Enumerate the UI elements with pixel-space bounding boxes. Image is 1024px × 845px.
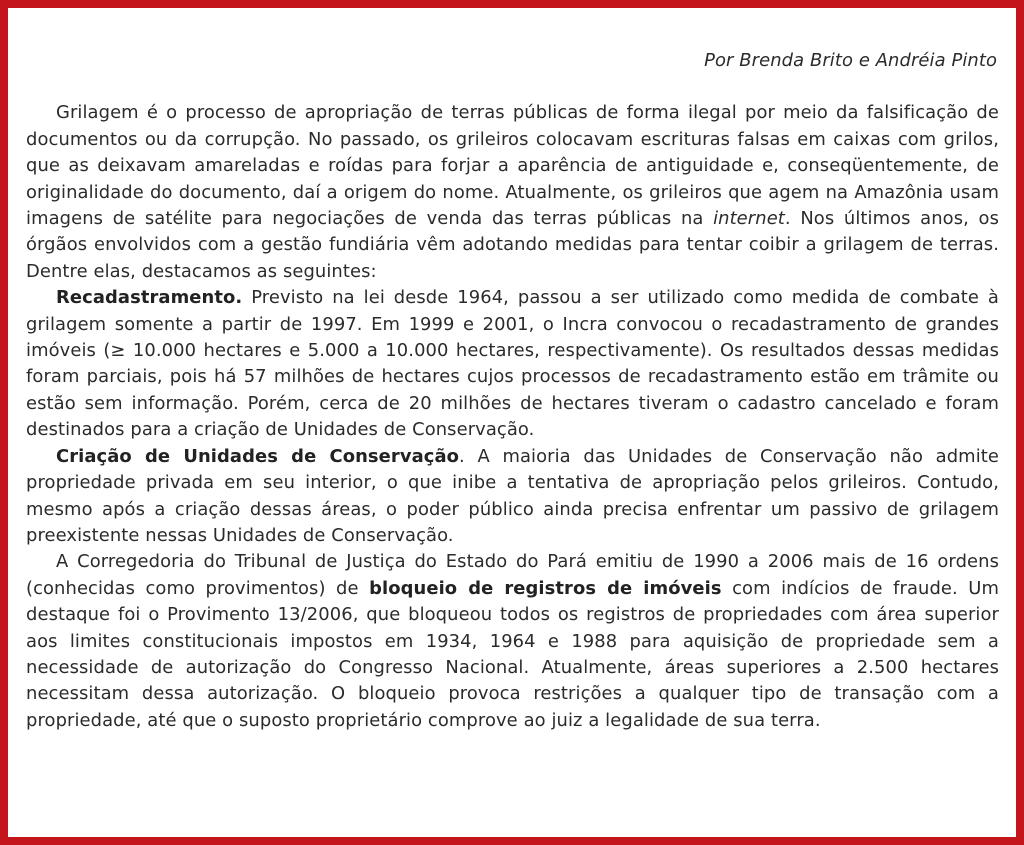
paragraph-recadastramento [26, 285, 999, 443]
paragraph-recadastramento-term: Recadastramento. [56, 287, 243, 309]
article-body [26, 48, 999, 734]
paragraph-recadastramento-text: Previsto na lei desde 1964, passou a ser utilizado como medida de combate à grilagem somente a partir de 1997. Em 1999 e 2001, o Incra convocou o recadastramento de grandes imóveis (≥ 10.000 hectares e 5.000 a 10.000 hectares, respectivamente). Os resultados dessas medidas foram parciais, pois há 57 milhões de hectares cujos processos de recadastramento estão em trâmite ou estão sem informação. Porém, cerca de 20 milhões de hectares tiveram o cadastro cancelado e foram destinados para a criação de Unidades de Conservação. [26, 287, 999, 441]
paragraph-unidades-conservacao-term: Criação de Unidades de Conservação [56, 445, 460, 467]
paragraph-intro [26, 100, 999, 285]
paragraph-corregedoria-strong: bloqueio de registros de imóveis [369, 577, 722, 599]
paragraph-unidades-conservacao-text: . A maioria das Unidades de Conservação não admite propriedade privada em seu interior, o que inibe a tentativa de apropriação pelos grileiros. Contudo, mesmo após a criação dessas áreas, o poder público ainda precisa enfrentar um passivo de grilagem preexistente nessas Unidades de Conservação. [26, 445, 999, 546]
paragraph-corregedoria-text-a: A Corregedoria do Tribunal de Justiça do Estado do Pará emitiu de 1990 a 2006 mais de 16 ordens (conhecidas como provimentos) de [26, 551, 999, 599]
paragraph-intro-text-a: Grilagem é o processo de apropriação de terras públicas de forma ilegal por meio da falsificação de documentos ou da corrupção. No passado, os grileiros colocavam escrituras falsas em caixas com grilos, que as deixavam amareladas e roídas para forjar a aparência de antiguidade e, conseqüentemente, de originalidade do documento, daí a origem do nome. Atualmente, os grileiros que agem na Amazônia usam imagens de satélite para negociações de venda das terras públicas na [26, 102, 999, 230]
author-byline: Por Brenda Brito e Andréia Pinto [704, 50, 997, 71]
paragraph-corregedoria [26, 549, 999, 734]
paragraph-intro-text-b: . Nos últimos anos, os órgãos envolvidos com a gestão fundiária vêm adotando medidas para tentar coibir a grilagem de terras. Dentre elas, destacamos as seguintes: [26, 208, 1000, 282]
paragraph-unidades-conservacao [26, 444, 999, 550]
paragraph-intro-emphasis: internet [713, 208, 785, 230]
paragraph-corregedoria-text-b: com indícios de fraude. Um destaque foi o Provimento 13/2006, que bloqueou todos os registros de propriedades com área superior aos limites constitucionais impostos em 1934, 1964 e 1988 para aquisição de propriedade sem a necessidade de autorização do Congresso Nacional. Atualmente, áreas superiores a 2.500 hectares necessitam dessa autorização. O bloqueio provoca restrições a qualquer tipo de transação com a propriedade, até que o suposto proprietário comprove ao juiz a legalidade de sua terra. [26, 577, 999, 731]
